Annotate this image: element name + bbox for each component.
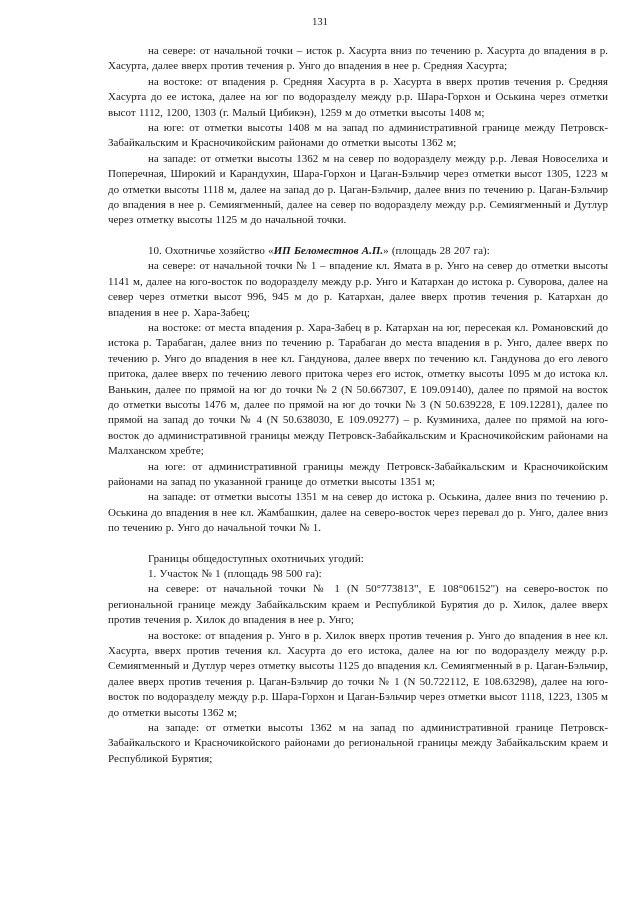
heading-name: ИП Беломестнов А.П. <box>273 244 384 257</box>
spacer <box>108 537 608 552</box>
block1-east: на востоке: от впадения р. Средняя Хасурта в р. Хасурта в вверх против течения р. Средняя Хасурта до ее истока, далее на юг по водоразделу между р.р. Шара-Горхон и Оськина через отметки высот 1112, 1200, 1303 (г. Малый Цибикэн), 1259 м до отметки высоты 1408 м; <box>108 75 608 119</box>
block1-south: на юге: от отметки высоты 1408 м на запад по административной границе между Петровск-Забайкальским и Красночикойским районами до отметки высоты 1362 м; <box>108 122 608 150</box>
spacer <box>108 229 608 244</box>
hunting-farm-heading <box>108 244 608 259</box>
heading-suffix: » (площадь 28 207 га): <box>383 244 490 257</box>
block2-west: на западе: от отметки высоты 1351 м на север до истока р. Оськина, далее вниз по течению р. Оськина до впадения в нее кл. Жамбашкин, далее на северо-восток через перевал до р. Унго, далее вниз по течению р. Унго до начальной точки № 1. <box>108 491 608 535</box>
block3-east: на востоке: от впадения р. Унго в р. Хилок вверх против течения р. Унго до впадения в нее кл. Хасурта, вверх против течения кл. Хасурта до его истока, далее на юг по водоразделу между р.р. Семиягменный и Дутлур через отметку высоты 1125 до впадения кл. Семиягменный в р. Цаган-Бэльчир, далее вверх против течения р. Цаган-Бэльчир до точки № 1 (N 50.722112, E 108.63298), далее на юго-восток по водоразделу между р.р. Шара-Горхон и Цаган-Бэльчир через отметки высот 1118, 1223, 1305 м до отметки высоты 1362 м; <box>108 629 608 719</box>
heading-prefix: 10. Охотничье хозяйство « <box>148 244 274 257</box>
public-grounds-title: Границы общедоступных охотничьих угодий: <box>148 552 364 565</box>
document-body <box>108 44 608 767</box>
block1-north: на севере: от начальной точки – исток р. Хасурта вниз по течению р. Хасурта до впадения в р. Хасурта, далее вверх против течения р. Унго до впадения в нее р. Средняя Хасурта; <box>108 45 608 73</box>
block2-north: на севере: от начальной точки № 1 – впадение кл. Ямата в р. Унго на север до отметки высоты 1141 м, далее на юго-восток по водоразделу между р.р. Унго и Катархан до истока р. Суворова, далее на север через отметки высот 996, 945 м до р. Катархан, далее вверх против течения р. Катархан до впадения в нее р. Хара-Забец; <box>108 260 608 319</box>
block1-west: на западе: от отметки высоты 1362 м на север по водоразделу между р.р. Левая Новоселиха и Поперечная, Широкий и Карандухин, Шара-Горхон и Цаган-Бэльчир через отметки высот 1305, 1223 м до отметки высоты 1118 м, далее на запад до р. Цаган-Бэльчир, далее вниз по течению р. Цаган-Бэльчир до впадения в нее р. Семиягменный, далее на север по водоразделу между р.р. Семиягменный и Дутлур через отметку высоты 1125 м до начальной точки. <box>108 152 608 227</box>
plot-heading: 1. Участок № 1 (площадь 98 500 га): <box>148 568 322 580</box>
block3-north: на севере: от начальной точки № 1 (N 50°773813", E 108°06152") на северо-восток по региональной границе между Забайкальским краем и Республикой Бурятия до р. Хилок, далее вверх против течения р. Хилок до впадения в нее р. Унго; <box>108 583 608 627</box>
block2-south: на юге: от административной границы между Петровск-Забайкальским и Красночикойским районами на запад по указанной границе до отметки высоты 1351 м; <box>108 460 608 488</box>
block2-east: на востоке: от места впадения р. Хара-Забец в р. Катархан на юг, пересекая кл. Романовский до истока р. Тарабаган, далее вниз по течению р. Тарабаган до места впадения в р. Унго, далее вверх по течению р. Унго до впадения в нее кл. Гандунова, далее вверх по течению кл. Гандунова до его левого притока, далее вверх по течению левого притока через его исток, отметку высоты 1095 м до истока кл. Ванькин, далее по прямой на юг до точки № 2 (N 50.667307, E 109.09140), далее по прямой на восток до отметки высоты 1476 м, далее по прямой на юг до точки № 3 (N 50.639228, E 109.12281), далее по прямой на запад до точки № 4 (N 50.638030, E 109.09277) – р. Кузминиха, далее по прямой на юго-восток до административной границы между Петровск-Забайкальским и Красночикойским районами на Малханском хребте; <box>108 321 608 458</box>
block3-west: на западе: от отметки высоты 1362 м на запад по административной границе Петровск-Забайкальского и Красночикойского районами до региональной границы между Забайкальским краем и Республикой Бурятия; <box>108 722 608 765</box>
page-number: 131 <box>312 17 328 28</box>
